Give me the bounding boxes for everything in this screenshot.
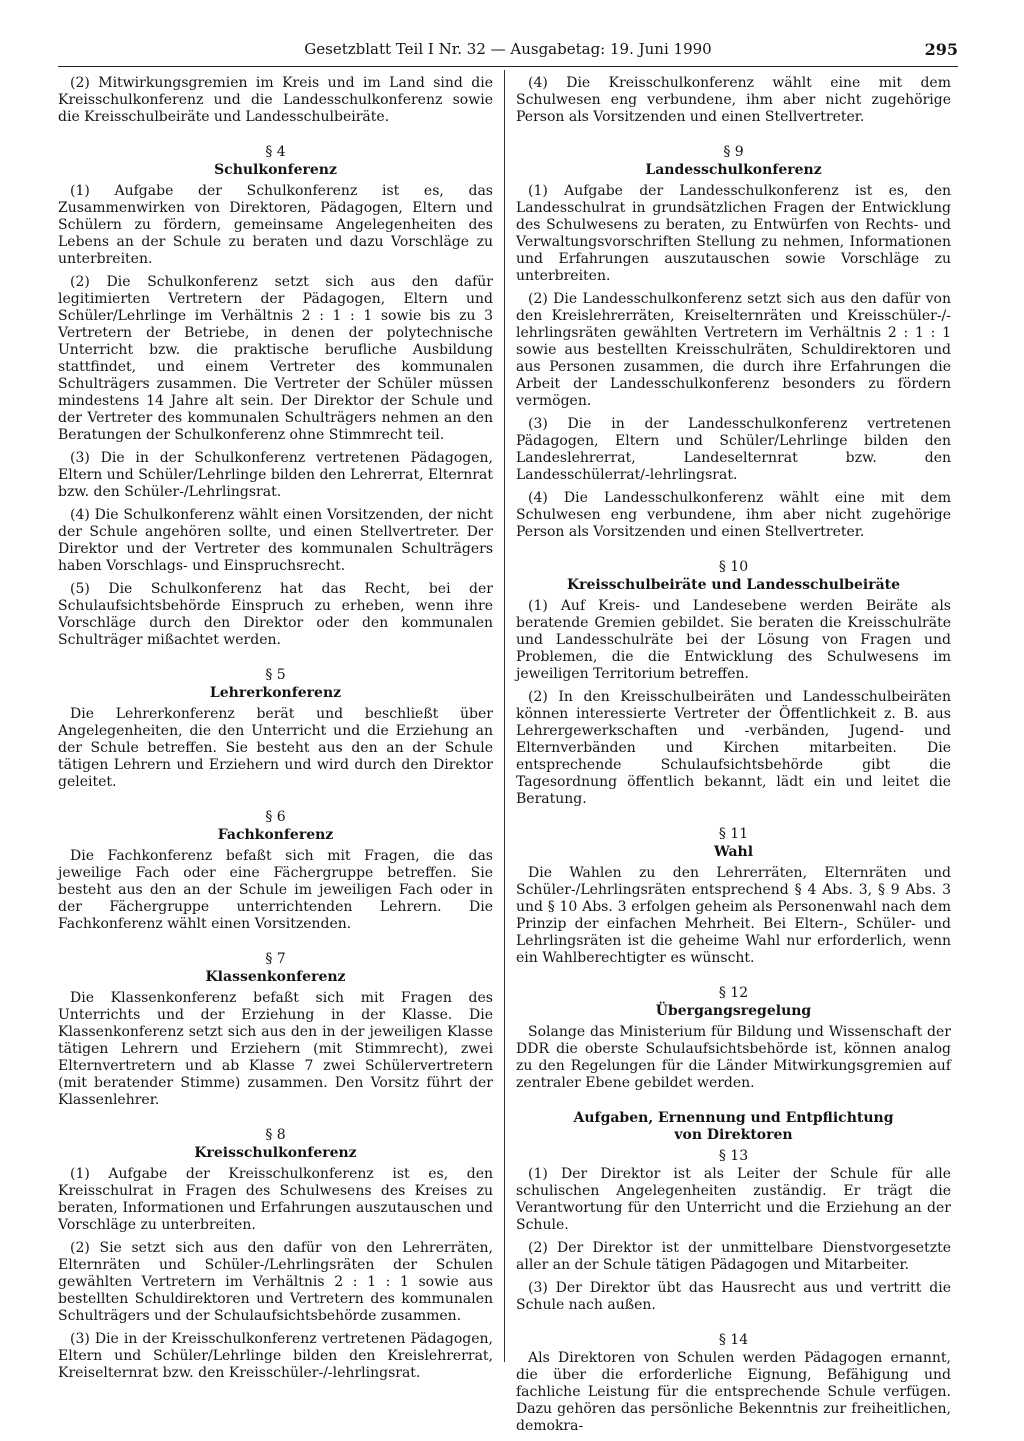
section-title: Klassenkonferenz [205,969,346,985]
paragraph: (1) Auf Kreis- und Landesebene werden Beiräte als beratende Gremien gebildet. Sie beraten die Kreisschulräte und Landesschulräte bei der Lösung von Fragen und Problemen, die die Entwicklung des Schulwesens im jeweiligen Territorium betreffen. [516,598,951,682]
paragraph: Die Klassenkonferenz befaßt sich mit Fragen des Unterrichts und der Erziehung in der Klasse. Die Klassenkonferenz setzt sich aus den in der jeweiligen Klasse tätigen Lehrern und Erziehern (mit Stimmrecht), zwei Elternvertretern und ab Klasse 7 zwei Schülervertretern (mit beratender Stimme) zusammen. Den Vorsitz führt der Klassenlehrer. [58,990,493,1108]
section-title: Wahl [713,844,754,860]
page-number: 295 [924,40,958,59]
paragraph: (2) In den Kreisschulbeiräten und Landesschulbeiräten können interessierte Vertreter der Öffentlichkeit z. B. aus Lehrergewerkschaften und -verbänden, Jugend- und Elternverbänden und Kirchen mitarbeiten. Die entsprechende Schulaufsichtsbehörde gibt die Tagesordnung öffentlich bekannt, lädt ein und leitet die Beratung. [516,689,951,807]
paragraph: Als Direktoren von Schulen werden Pädagogen ernannt, die über die erforderliche Eignung, Befähigung und fachliche Leistung für die entsprechende Schule verfügen. Dazu gehören das persönliche Bekenntnis zur freiheitlichen, demokra- [516,1350,951,1434]
right-column [516,75,951,1441]
paragraph: (2) Der Direktor ist der unmittelbare Dienstvorgesetzte aller an der Schule tätigen Pädagogen und Mitarbeiter. [516,1240,951,1273]
section-number: § 12 [718,985,749,1001]
paragraph: (1) Der Direktor ist als Leiter der Schule für alle schulischen Angelegenheiten zuständig. Er trägt die Verantwortung für den Unterricht und die Erziehung an der Schule. [516,1166,951,1233]
section-title: Kreisschulkonferenz [194,1145,357,1161]
paragraph: (2) Die Landesschulkonferenz setzt sich aus den dafür von den Kreislehrerräten, Kreiselternräten und Kreisschüler-/-lehrlingsräten gewählten Vertretern im Verhältnis 2 : 1 : 1 sowie aus bestellten Kreisschulräten, Schuldirektoren und aus Personen zusammen, die durch ihre Erfahrungen die Arbeit der Landesschulkonferenz besonders zu fördern vermögen. [516,291,951,409]
paragraph: (4) Die Landesschulkonferenz wählt eine mit dem Schulwesen eng verbundene, ihm aber nicht zugehörige Person als Vorsitzenden und einen Stellvertreter. [516,490,951,540]
section-number: § 8 [265,1127,286,1143]
section-title: Übergangsregelung [655,1003,812,1019]
section-number: § 6 [265,809,286,825]
left-column [58,75,493,1388]
paragraph: Die Lehrerkonferenz berät und beschließt über Angelegenheiten, die den Unterricht und die Erziehung an der Schule betreffen. Sie besteht aus den an der Schule tätigen Lehrern und Erziehern und wird durch den Direktor geleitet. [58,706,493,790]
paragraph: (4) Die Schulkonferenz wählt einen Vorsitzenden, der nicht der Schule angehören sollte, und einen Stellvertreter. Der Direktor und der Vertreter des kommunalen Schulträgers haben Vorschlags- und Einspruchsrecht. [58,507,493,574]
part-heading-line-2: von Direktoren [674,1127,793,1143]
section-title: Lehrerkonferenz [209,685,342,701]
paragraph: (1) Aufgabe der Landesschulkonferenz ist es, den Landesschulrat in grundsätzlichen Fragen der Entwicklung des Schulwesens zu beraten, zu Entwürfen von Rechts- und Verwaltungsvorschriften Stellung zu nehmen, Informationen und Erfahrungen auszutauschen sowie Vorschläge zu unterbreiten. [516,183,951,284]
paragraph: (2) Sie setzt sich aus den dafür von den Lehrerräten, Elternräten und Schüler-/Lehrlingsräten der Schulen gewählten Vertretern im Verhältnis 2 : 1 : 1 sowie aus bestellten Schuldirektoren und Vertretern des kommunalen Schulträgers und der Schulaufsichtsbehörde zusammen. [58,1240,493,1324]
paragraph: (3) Die in der Landesschulkonferenz vertretenen Pädagogen, Eltern und Schüler/Lehrlinge bilden den Landeslehrerrat, Landeselternrat bzw. den Landesschülerrat/-lehrlingsrat. [516,416,951,483]
paragraph: (1) Aufgabe der Schulkonferenz ist es, das Zusammenwirken von Direktoren, Pädagogen, Eltern und Schülern zu fördern, gemeinsame Angelegenheiten des Lebens an der Schule zu beraten und dazu Vorschläge zu unterbreiten. [58,183,493,267]
header-title: Gesetzblatt Teil I Nr. 32 — Ausgabetag: 19. Juni 1990 [304,40,712,58]
section-title: Landesschulkonferenz [645,162,822,178]
section-title: Fachkonferenz [217,827,334,843]
section-title: Schulkonferenz [214,162,337,178]
section-number: § 10 [718,559,749,575]
page-header [58,40,958,67]
section-number: § 14 [718,1332,749,1348]
paragraph: Die Wahlen zu den Lehrerräten, Elternräten und Schüler-/Lehrlingsräten entsprechend § 4 Abs. 3, § 9 Abs. 3 und § 10 Abs. 3 erfolgen geheim als Personenwahl nach dem Prinzip der einfachen Mehrheit. Bei Eltern-, Schüler- und Lehrlingsräten ist die geheime Wahl nur erforderlich, wenn ein Wahlberechtigter es wünscht. [516,865,951,966]
paragraph: (3) Die in der Kreisschulkonferenz vertretenen Pädagogen, Eltern und Schüler/Lehrlinge bilden den Kreislehrerrat, Kreiselternrat bzw. den Kreisschüler-/-lehrlingsrat. [58,1331,493,1381]
section-number: § 13 [718,1148,749,1164]
paragraph: (3) Der Direktor übt das Hausrecht aus und vertritt die Schule nach außen. [516,1280,951,1313]
paragraph: (4) Die Kreisschulkonferenz wählt eine mit dem Schulwesen eng verbundene, ihm aber nicht zugehörige Person als Vorsitzenden und einen Stellvertreter. [516,75,951,125]
section-title: Kreisschulbeiräte und Landesschulbeiräte [566,577,901,593]
paragraph: Die Fachkonferenz befaßt sich mit Fragen, die das jeweilige Fach oder eine Fächergruppe betreffen. Sie besteht aus den an der Schule im jeweiligen Fach oder in der Fächergruppe unterrichtenden Lehrern. Die Fachkonferenz wählt einen Vorsitzenden. [58,848,493,932]
section-number: § 11 [718,826,749,842]
section-number: § 7 [265,951,286,967]
paragraph: (5) Die Schulkonferenz hat das Recht, bei der Schulaufsichtsbehörde Einspruch zu erheben, wenn ihre Vorschläge durch den Direktor oder den kommunalen Schulträger mißachtet werden. [58,581,493,648]
part-heading: Aufgaben, Ernennung und Entpflichtung [573,1110,894,1126]
paragraph: (2) Mitwirkungsgremien im Kreis und im Land sind die Kreisschulkonferenz und die Landesschulkonferenz sowie die Kreisschulbeiräte und Landesschulbeiräte. [58,75,493,125]
paragraph: (2) Die Schulkonferenz setzt sich aus den dafür legitimierten Vertretern der Pädagogen, Eltern und Schüler/Lehrlinge im Verhältnis 2 : 1 : 1 sowie bis zu 3 Vertretern der Betriebe, in denen der polytechnische Unterricht bzw. die praktische berufliche Ausbildung stattfindet, und einem Vertreter des kommunalen Schulträgers zusammen. Die Vertreter der Schüler müssen mindestens 14 Jahre alt sein. Der Direktor der Schule und der Vertreter des kommunalen Schulträgers nehmen an den Beratungen der Schulkonferenz ohne Stimmrecht teil. [58,274,493,443]
section-number: § 5 [265,667,286,683]
section-number: § 9 [723,144,744,160]
paragraph: (1) Aufgabe der Kreisschulkonferenz ist es, den Kreisschulrat in Fragen des Schulwesens des Kreises zu beraten, Informationen und Erfahrungen auszutauschen und Vorschläge zu unterbreiten. [58,1166,493,1233]
section-number: § 4 [265,144,286,160]
column-divider [504,70,505,1362]
paragraph: Solange das Ministerium für Bildung und Wissenschaft der DDR die oberste Schulaufsichtsbehörde ist, können analog zu den Regelungen für die Länder Mitwirkungsgremien auf zentraler Ebene gebildet werden. [516,1024,951,1091]
paragraph: (3) Die in der Schulkonferenz vertretenen Pädagogen, Eltern und Schüler/Lehrlinge bilden den Lehrerrat, Elternrat bzw. den Schüler-/Lehrlingsrat. [58,450,493,500]
